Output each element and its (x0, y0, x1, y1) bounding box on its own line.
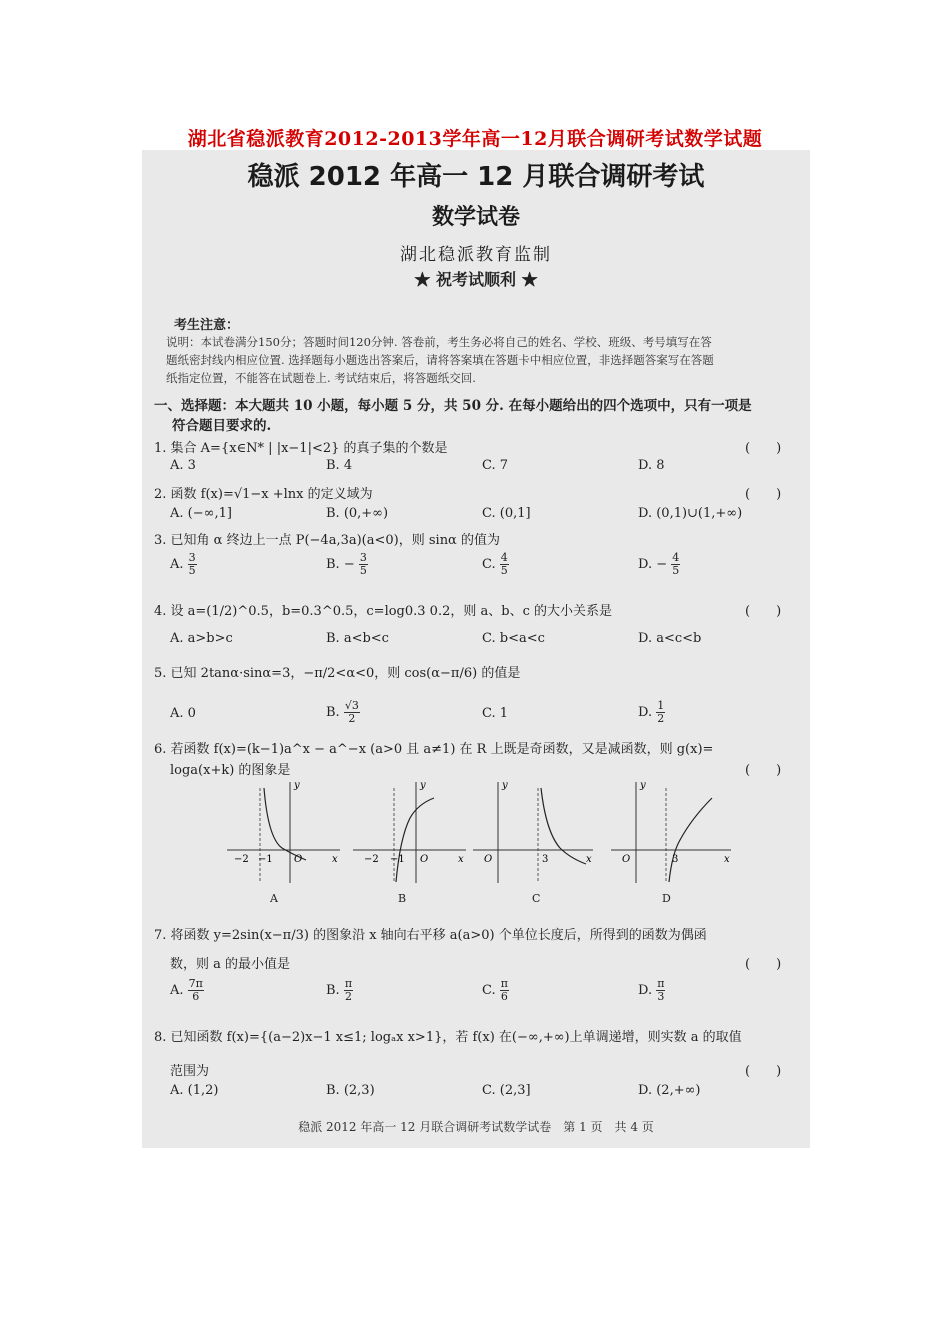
numerator: 3 (359, 551, 367, 564)
supervisor-line: 湖北稳派教育监制 (400, 245, 552, 265)
fraction (188, 978, 204, 1003)
denominator: 5 (500, 564, 508, 577)
denominator: 2 (657, 712, 665, 725)
denominator: 6 (500, 990, 508, 1003)
q4-option-b: B. a<b<c (326, 631, 389, 646)
tick-label: −1 (390, 854, 405, 865)
denominator: 5 (359, 564, 367, 577)
graph-d (606, 778, 736, 888)
q3-option-c (482, 552, 509, 577)
answer-paren: ( ) (745, 1064, 782, 1079)
graph-label-b: B (398, 892, 407, 905)
tick-label: −1 (258, 854, 273, 865)
q1-option-b: B. 4 (326, 458, 353, 473)
q5-option-a (170, 706, 196, 721)
option-value: 1 (499, 706, 509, 721)
numerator: π (500, 977, 508, 990)
answer-paren: ( ) (745, 604, 782, 619)
option-label: C. (482, 983, 496, 998)
question-4-stem: 4. 设 a=(1/2)^0.5，b=0.3^0.5，c=log0.3 0.2，则 a、b、c 的大小关系是 (154, 604, 612, 619)
fraction (344, 978, 353, 1003)
q5-option-d (638, 700, 665, 725)
scanned-exam-page (142, 150, 810, 1148)
denominator: 2 (344, 990, 352, 1003)
option-label: A. (170, 706, 184, 721)
question-8-stem-cont: 范围为 (170, 1064, 210, 1079)
q8-option-b: B. (2,3) (326, 1083, 375, 1098)
notice-line: 说明：本试卷满分150分；答题时间120分钟. 答卷前，考生务必将自己的姓名、学校、班级、考号填写在答 (166, 335, 712, 349)
q5-option-b (326, 700, 360, 725)
fraction (656, 978, 665, 1003)
q5-option-c (482, 706, 508, 721)
graph-label-c: C (532, 892, 541, 905)
option-label: A. (170, 557, 184, 572)
question-5-stem: 5. 已知 2tanα·sinα=3，−π/2<α<0，则 cos(α−π/6) 的值是 (154, 666, 521, 681)
denominator: 5 (672, 564, 680, 577)
x-axis-label: x (458, 854, 464, 865)
section-heading: 一、选择题：本大题共 10 小题，每小题 5 分，共 50 分. 在每小题给出的四个选项中，只有一项是 (154, 398, 752, 414)
denominator: 3 (657, 990, 665, 1003)
option-label: D. (638, 983, 653, 998)
notice-line: 纸指定位置，不能答在试题卷上. 考试结束后，将答题纸交回. (166, 371, 476, 385)
page-footer: 稳派 2012 年高一 12 月联合调研考试数学试卷 第 1 页 共 4 页 (298, 1120, 654, 1134)
q1-option-a: A. 3 (170, 458, 196, 473)
q7-option-d (638, 978, 665, 1003)
q4-option-d: D. a<c<b (638, 631, 702, 646)
graph-b (348, 778, 468, 888)
denominator: 6 (192, 990, 200, 1003)
origin-label: O (420, 854, 429, 865)
minus-sign: − (656, 557, 668, 572)
question-8-stem: 8. 已知函数 f(x)={(a−2)x−1 x≤1; logₐx x>1}，若 f(x) 在(−∞,+∞)上单调递增，则实数 a 的取值 (154, 1030, 742, 1045)
numerator: 7π (188, 977, 203, 990)
q7-option-b (326, 978, 353, 1003)
q2-option-c: C. (0,1] (482, 506, 531, 521)
option-label: D. (638, 705, 653, 720)
x-axis-label: x (332, 854, 338, 865)
y-axis-label: y (420, 780, 426, 791)
answer-paren: ( ) (745, 441, 782, 456)
x-axis-label: x (586, 854, 592, 865)
fraction (656, 700, 665, 725)
answer-paren: ( ) (745, 957, 782, 972)
fraction (344, 700, 360, 725)
option-label: B. (326, 705, 340, 720)
question-3-stem: 3. 已知角 α 终边上一点 P(−4a,3a)(a<0)，则 sinα 的值为 (154, 533, 500, 548)
origin-label: O (622, 854, 631, 865)
numerator: π (344, 977, 353, 990)
question-7-stem: 7. 将函数 y=2sin(x−π/3) 的图象沿 x 轴向右平移 a(a>0) 个单位长度后，所得到的函数为偶函 (154, 928, 707, 943)
q2-option-b: B. (0,+∞) (326, 506, 389, 521)
q4-option-a: A. a>b>c (170, 631, 233, 646)
option-label: C. (482, 557, 496, 572)
notice-heading: 考生注意： (174, 318, 240, 333)
numerator: √3 (344, 699, 359, 712)
option-label: B. (326, 557, 340, 572)
y-axis-label: y (294, 780, 300, 791)
graph-label-d: D (662, 892, 671, 905)
question-7-stem-cont: 数，则 a 的最小值是 (170, 957, 291, 972)
x-axis-label: x (724, 854, 730, 865)
notice-line: 题纸密封线内相应位置. 选择题每小题选出答案后，请将答案填在答题卡中相应位置，非选择题答案写在答题 (166, 353, 714, 367)
y-axis-label: y (640, 780, 646, 791)
numerator: 4 (672, 551, 680, 564)
q8-option-a: A. (1,2) (170, 1083, 219, 1098)
exam-subtitle: 数学试卷 (431, 205, 520, 230)
origin-label: O (294, 854, 303, 865)
option-label: C. (482, 706, 496, 721)
fraction (500, 978, 509, 1003)
graph-a (222, 778, 342, 888)
q8-option-d: D. (2,+∞) (638, 1083, 701, 1098)
denominator: 2 (348, 712, 356, 725)
tick-label: 3 (542, 854, 549, 865)
q7-option-a (170, 978, 204, 1003)
q8-option-c: C. (2,3] (482, 1083, 531, 1098)
q7-option-c (482, 978, 509, 1003)
numerator: π (657, 977, 665, 990)
numerator: 4 (500, 551, 508, 564)
question-6-stem: 6. 若函数 f(x)=(k−1)a^x − a^−x (a>0 且 a≠1) 在 R 上既是奇函数，又是减函数，则 g(x)= (154, 742, 714, 757)
origin-label: O (484, 854, 493, 865)
y-axis-label: y (502, 780, 508, 791)
q3-option-b (326, 552, 368, 577)
fraction (671, 552, 680, 577)
tick-label: 3 (672, 854, 679, 865)
q2-option-d: D. (0,1)∪(1,+∞) (638, 506, 743, 521)
minus-sign: − (343, 557, 355, 572)
option-label: A. (170, 983, 184, 998)
denominator: 5 (188, 564, 196, 577)
option-label: B. (326, 983, 340, 998)
document-title: 湖北省稳派教育2012-2013学年高一12月联合调研考试数学试题 (187, 128, 763, 150)
tick-label: −2 (234, 854, 249, 865)
option-value: 0 (187, 706, 196, 721)
numerator: 1 (657, 699, 665, 712)
answer-paren: ( ) (745, 487, 782, 502)
q3-option-d (638, 552, 680, 577)
fraction (188, 552, 197, 577)
q4-option-c: C. b<a<c (482, 631, 545, 646)
fraction (359, 552, 368, 577)
q3-option-a (170, 552, 197, 577)
good-luck-line: ★ 祝考试顺利 ★ (414, 270, 538, 289)
section-heading-cont: 符合题目要求的. (172, 418, 272, 434)
answer-paren: ( ) (745, 763, 782, 778)
question-1-stem: 1. 集合 A={x∈N* | |x−1|<2} 的真子集的个数是 (154, 441, 448, 456)
numerator: 3 (188, 551, 196, 564)
graph-c (468, 778, 598, 888)
q1-option-d: D. 8 (638, 458, 665, 473)
fraction (500, 552, 509, 577)
question-6-stem-cont: loga(x+k) 的图象是 (170, 763, 291, 778)
q1-option-c: C. 7 (482, 458, 509, 473)
question-2-stem: 2. 函数 f(x)=√1−x +lnx 的定义域为 (154, 487, 373, 502)
q2-option-a: A. (−∞,1] (170, 506, 232, 521)
exam-title: 稳派 2012 年高一 12 月联合调研考试 (247, 162, 705, 192)
tick-label: −2 (364, 854, 379, 865)
option-label: D. (638, 557, 653, 572)
graph-label-a: A (270, 892, 278, 905)
